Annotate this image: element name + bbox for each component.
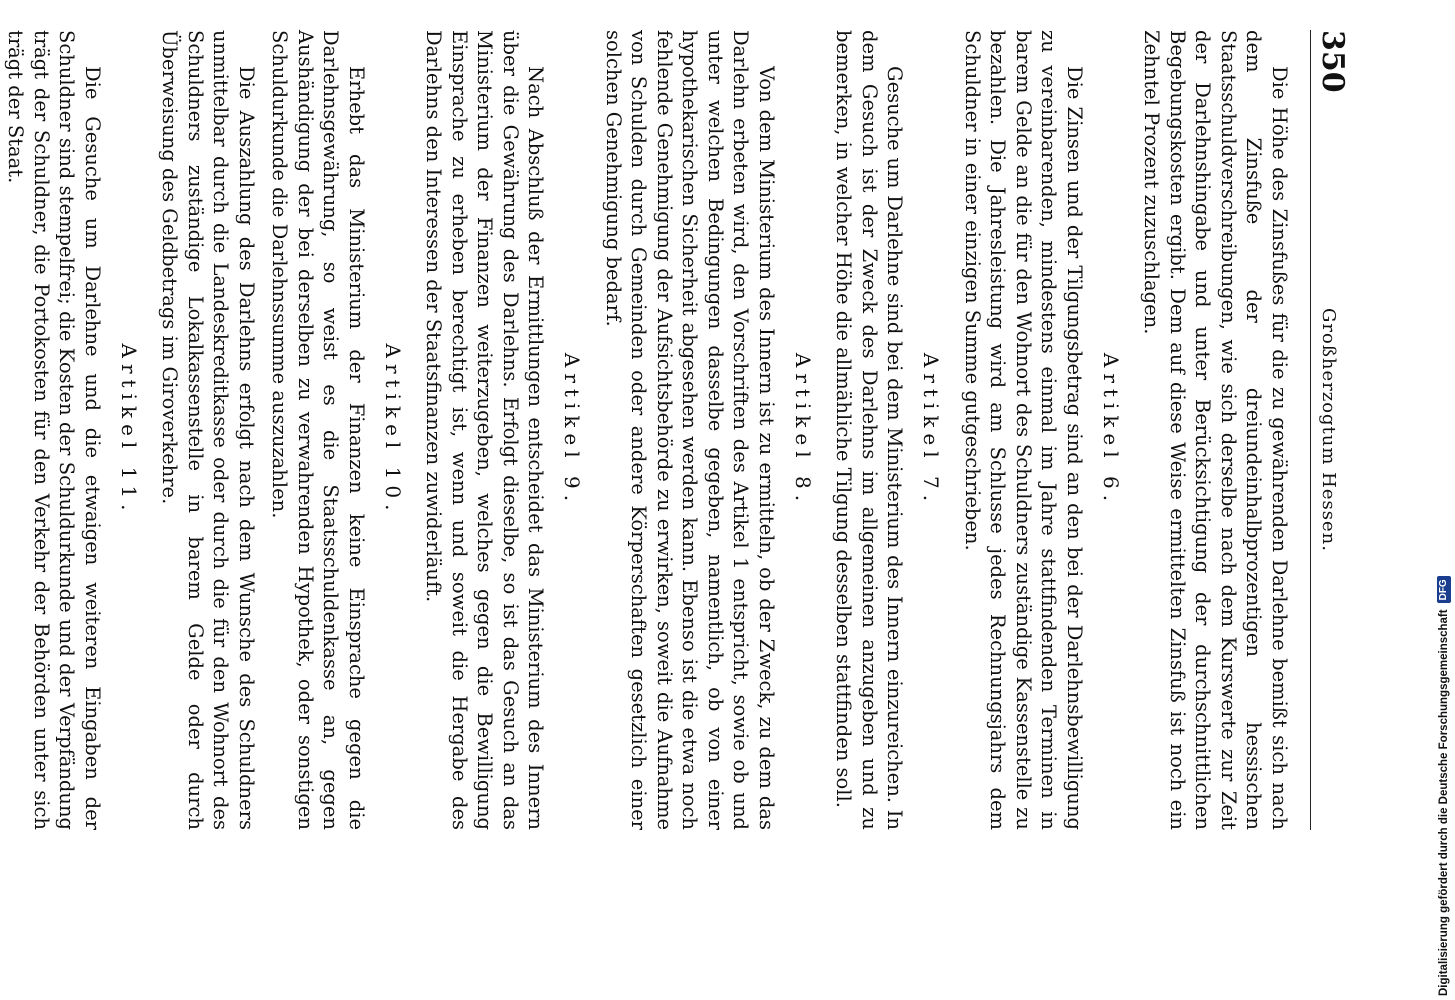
paragraph-artikel-11: Die Gesuche um Darlehne und die etwaigen weiteren Eingaben der Schuldner sind stempelfrei; die Kosten der Schuldurkunde und der Verpfändung trägt der Schuldner, die Portokosten für den Verkehr der Behörden unter sich trägt der Staat. <box>4 30 104 830</box>
page-header <box>1310 30 1350 830</box>
dfg-sidenote <box>1436 6 1452 996</box>
paragraph-artikel-10a: Erhebt das Ministerium der Finanzen keine Einsprache gegen die Darlehnsgewährung, so weist es die Staatsschuldenkasse an, gegen Aushändigung der bei derselben zu verwahrenden Hypothek, oder sonstigen Schuldurkunde die Darlehnssumme auszuzahlen. <box>268 30 368 830</box>
heading-artikel-7: Artikel 7. <box>919 352 944 508</box>
heading-artikel-8: Artikel 8. <box>791 352 815 508</box>
heading-artikel-10: Artikel 10. <box>381 343 405 517</box>
paragraph-artikel-6: Die Zinsen und der Tilgungsbetrag sind an den bei der Darlehnsbewilligung zu vereinbarenden, mindestens einmal im Jahre stattfindenden Terminen in barem Gelde an die für den Wohnort des Schuldners zuständige Kassenstelle zu bezahlen. Die Jahresleistung wird am Schlusse jedes Rechnungsjahrs dem Schuldner in einer einzigen Summe gutgeschrieben. <box>961 30 1086 830</box>
dfg-credit-text: Digitalisierung gefördert durch die Deutsche Forschungsgemeinschaft <box>1438 609 1450 996</box>
page-number: 350 <box>1315 30 1350 93</box>
heading-artikel-9: Artikel 9. <box>560 352 585 508</box>
heading-artikel-11: Artikel 11. <box>117 343 141 517</box>
running-head: Großherzogtum Hessen. <box>1318 308 1339 552</box>
paragraph-artikel-10b: Die Auszahlung des Darlehns erfolgt nach dem Wunsche des Schuldners unmittelbar durch die Landeskreditkasse oder durch die für den Wohnort des Schuldners zuständige Lokalkassenstelle in barem Gelde oder durch Überweisung des Geldbetrags im Giroverkehre. <box>158 30 258 830</box>
paragraph-artikel-7: Gesuche um Darlehne sind bei dem Ministerium des Innern einzureichen. In dem Gesuch ist der Zweck des Darlehns im allgemeinen anzugeben und zu bemerken, in welcher Höhe die allmähliche Tilgung desselben stattfinden soll. <box>832 30 907 830</box>
dfg-logo-icon: DFG <box>1437 576 1451 603</box>
scanned-page <box>4 0 1380 1000</box>
paragraph-zinsfuss: Die Höhe des Zinsfußes für die zu gewährenden Darlehne bemißt sich nach dem Zinsfuße der dreiundeinhalbprozentigen hessischen Staatsschuldverschreibungen, wie sich derselbe nach dem Kurswerte zur Zeit der Darlehnshingabe und unter Berücksichtigung der durchschnittlichen Begebungskosten ergibt. Dem auf diese Weise ermittelten Zinsfuß ist noch ein Zehntel Prozent zuzuschlagen. <box>1140 30 1291 830</box>
heading-artikel-6: Artikel 6. <box>1099 352 1123 508</box>
paragraph-artikel-8: Von dem Ministerium des Innern ist zu ermitteln, ob der Zweck, zu dem das Darlehn erbeten wird, den Vorschriften des Artikel 1 entspricht, sowie ob und unter welchen Bedingungen dasselbe gegeben, namentlich, ob von einer hypothekarischen Sicherheit abgesehen werden kann. Ebenso ist die etwa noch fehlende Genehmigung der Aufsichtsbehörde zu erwirken, soweit die Aufnahme von Schulden durch Gemeinden oder andere Körperschaften gesetzlich einer solchen Genehmigung bedarf. <box>602 30 778 830</box>
rotated-text-block <box>4 0 1360 860</box>
paragraph-artikel-9: Nach Abschluß der Ermittlungen entscheidet das Ministerium des Innern über die Gewährung des Darlehns. Erfolgt dieselbe, so ist das Gesuch an das Ministerium der Finanzen weiterzugeben, welches gegen die Bewilligung Einsprache zu erheben berechtigt ist, wenn und soweit die Hergabe des Darlehns den Interessen der Staatsfinanzen zuwiderläuft. <box>422 30 548 830</box>
